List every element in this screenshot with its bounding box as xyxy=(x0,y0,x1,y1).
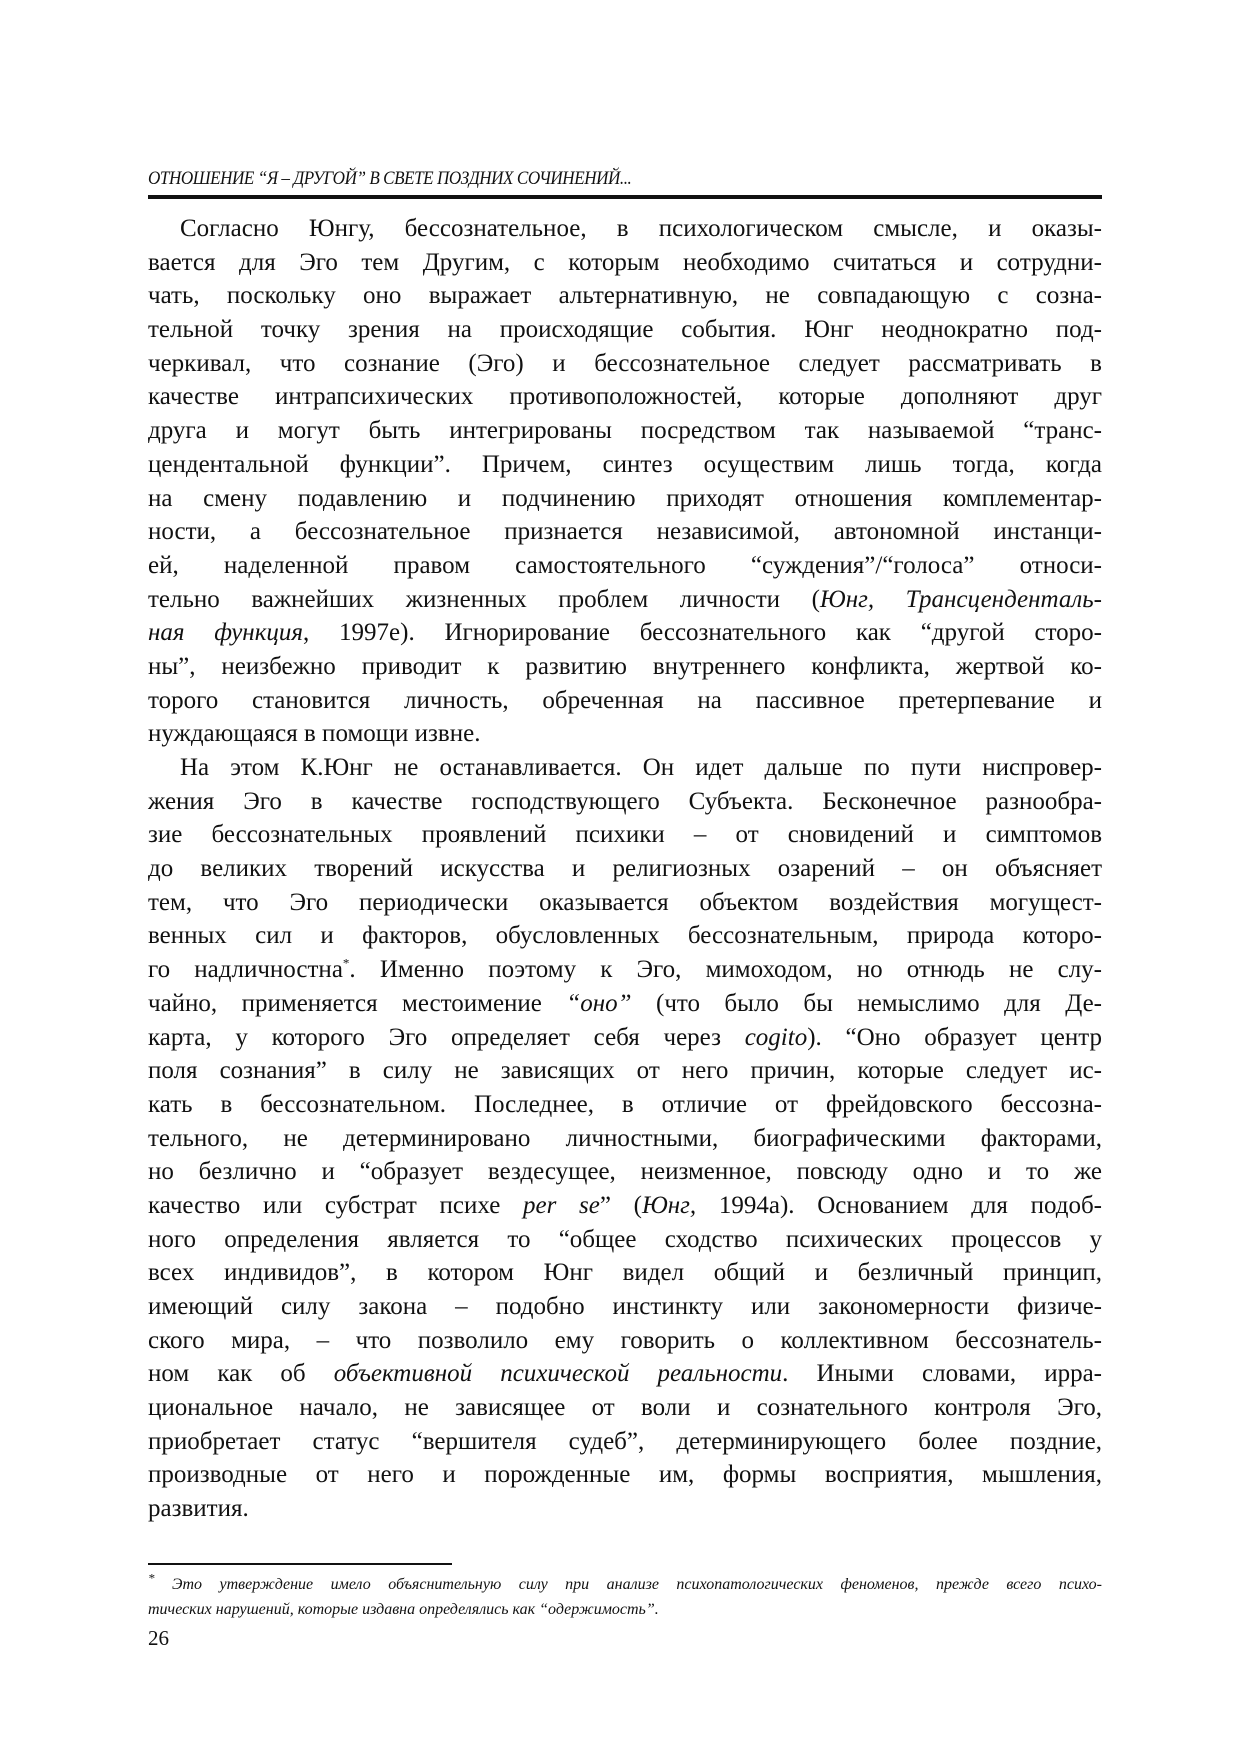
text-line xyxy=(148,583,1102,617)
text-run: ского мира, – что позволило ему говорить о коллективном бессознатель- xyxy=(148,1326,1102,1354)
text-run: чать, поскольку оно выражает альтернативную, не совпадающую с созна- xyxy=(148,282,1102,310)
footnote-line xyxy=(148,1597,1102,1622)
text-run: ей, наделенной правом самостоятельного “суждения”/“голоса” относи- xyxy=(148,551,1102,579)
text-line xyxy=(148,1357,1102,1391)
paragraph xyxy=(148,751,1102,1526)
text-line xyxy=(148,1189,1102,1223)
text-run: развития. xyxy=(148,1495,249,1523)
text-run: торого становится личность, обреченная на пассивное претерпевание и xyxy=(148,686,1102,714)
text-run: всех индивидов”, в котором Юнг видел общий и безличный принцип, xyxy=(148,1259,1102,1287)
body-text xyxy=(148,212,1102,1526)
text-line xyxy=(148,246,1102,280)
text-run: до великих творений искусства и религиозных озарений – он объясняет xyxy=(148,855,1102,883)
text-run: приобретает статус “вершителя судеб”, детерминирующего более поздние, xyxy=(148,1427,1102,1455)
text-line xyxy=(148,1290,1102,1324)
text-run: (что было бы немыслимо для Де- xyxy=(631,989,1102,1017)
header-rule xyxy=(148,195,1102,199)
text-line xyxy=(148,549,1102,583)
italic-text: Юнг, Трансценденталь- xyxy=(819,585,1102,613)
text-run: ). “Оно образует центр xyxy=(807,1023,1102,1051)
text-run: кать в бессознательном. Последнее, в отличие от фрейдовского бессозна- xyxy=(148,1090,1102,1118)
text-line xyxy=(148,380,1102,414)
text-line xyxy=(148,987,1102,1021)
text-run: друга и могут быть интегрированы посредством так называемой “транс- xyxy=(148,417,1102,445)
footnote-text: Это утверждение имело объяснительную силу при анализе психопатологических феноменов, прежде всего психо- xyxy=(172,1576,1103,1593)
text-run: производные от него и порожденные им, формы восприятия, мышления, xyxy=(148,1461,1102,1489)
text-run: . Иными словами, ирра- xyxy=(782,1360,1103,1388)
running-head: ОТНОШЕНИЕ “Я – ДРУГОЙ” В СВЕТЕ ПОЗДНИХ СОЧИНЕНИЙ... xyxy=(148,168,632,189)
text-run: ” ( xyxy=(599,1191,642,1219)
text-line xyxy=(148,313,1102,347)
text-run: , 1997е). Игнорирование бессознательного как “другой сторо- xyxy=(303,619,1102,647)
text-line xyxy=(148,1425,1102,1459)
text-run: зие бессознательных проявлений психики – от сновидений и симптомов xyxy=(148,821,1102,849)
text-line xyxy=(148,751,1102,785)
text-run: поля сознания” в силу не зависящих от него причин, которые следует ис- xyxy=(148,1057,1102,1085)
text-run: циональное начало, не зависящее от воли и сознательного контроля Эго, xyxy=(148,1394,1102,1422)
text-line xyxy=(148,347,1102,381)
text-run: венных сил и факторов, обусловленных бессознательным, природа которо- xyxy=(148,922,1102,950)
text-line xyxy=(148,1324,1102,1358)
text-line xyxy=(148,1155,1102,1189)
text-run: тельной точку зрения на происходящие события. Юнг неоднократно под- xyxy=(148,316,1102,344)
text-line xyxy=(148,886,1102,920)
text-line xyxy=(148,1223,1102,1257)
text-line xyxy=(148,212,1102,246)
text-line xyxy=(148,279,1102,313)
text-line xyxy=(148,482,1102,516)
text-run: ны”, неизбежно приводит к развитию внутреннего конфликта, жертвой ко- xyxy=(148,652,1102,680)
footnote-text: тических нарушений, которые издавна определялись как “одержимость”. xyxy=(148,1601,659,1618)
footnote-reference: * xyxy=(342,955,350,971)
text-line xyxy=(148,1054,1102,1088)
italic-text: ная функция xyxy=(148,619,304,647)
text-line xyxy=(148,1391,1102,1425)
text-line xyxy=(148,1256,1102,1290)
text-run: но безлично и “образует вездесущее, неизменное, повсюду одно и то же xyxy=(148,1158,1102,1186)
italic-text: “оно” xyxy=(566,989,632,1017)
text-run: тельного, не детерминировано личностными, биографическими факторами, xyxy=(148,1124,1102,1152)
text-run: ном как об xyxy=(148,1360,334,1388)
text-line xyxy=(148,1492,1102,1526)
text-run: нуждающаяся в помощи извне. xyxy=(148,720,481,748)
text-line xyxy=(148,414,1102,448)
text-run: имеющий силу закона – подобно инстинкту или закономерности физиче- xyxy=(148,1293,1102,1320)
text-run: на смену подавлению и подчинению приходят отношения комплементар- xyxy=(148,484,1102,512)
italic-text: cogito xyxy=(744,1023,808,1051)
italic-text: Юнг, xyxy=(641,1191,697,1219)
text-run: Согласно Юнгу, бессознательное, в психологическом смысле, и оказы- xyxy=(180,215,1102,242)
text-run: жения Эго в качестве господствующего Субъекта. Бесконечное разнообра- xyxy=(148,787,1102,815)
text-line xyxy=(148,919,1102,953)
text-line xyxy=(148,1122,1102,1156)
text-run: черкивал, что сознание (Эго) и бессознательное следует рассматривать в xyxy=(148,349,1102,377)
footnote-line xyxy=(148,1572,1102,1597)
text-line xyxy=(148,953,1102,987)
footnote-marker: * xyxy=(148,1570,155,1586)
text-run: качество или субстрат психе xyxy=(148,1191,523,1219)
text-line xyxy=(148,650,1102,684)
text-run: ного определения является то “общее сходство психических процессов у xyxy=(148,1225,1102,1253)
text-line xyxy=(148,515,1102,549)
footnote xyxy=(148,1572,1102,1622)
italic-text: объективной психической реальности xyxy=(333,1360,783,1388)
page-number: 26 xyxy=(148,1626,169,1650)
text-line xyxy=(148,684,1102,718)
footnote-rule xyxy=(148,1563,452,1565)
text-run: карта, у которого Эго определяет себя через xyxy=(148,1023,745,1051)
text-run: качестве интрапсихических противоположностей, которые дополняют друг xyxy=(148,383,1102,411)
text-line xyxy=(148,852,1102,886)
text-line xyxy=(148,448,1102,482)
text-run: ности, а бессознательное признается независимой, автономной инстанци- xyxy=(148,518,1102,546)
text-line xyxy=(148,1021,1102,1055)
text-run: чайно, применяется местоимение xyxy=(148,989,567,1017)
text-run: 1994а). Основанием для подоб- xyxy=(696,1191,1103,1219)
text-run: тельно важнейших жизненных проблем личности ( xyxy=(148,585,820,613)
text-run: цендентальной функции”. Причем, синтез осуществим лишь тогда, когда xyxy=(148,450,1102,478)
text-run: го надличностна xyxy=(148,956,343,984)
paragraph xyxy=(148,212,1102,751)
italic-text: per se xyxy=(523,1191,600,1219)
text-line xyxy=(148,1458,1102,1492)
text-run: . Именно поэтому к Эго, мимоходом, но отнюдь не слу- xyxy=(349,956,1102,984)
text-line xyxy=(148,616,1102,650)
text-line xyxy=(148,785,1102,819)
text-run: На этом К.Юнг не останавливается. Он идет дальше по пути ниспровер- xyxy=(180,754,1102,781)
text-line xyxy=(148,717,1102,751)
text-line xyxy=(148,818,1102,852)
text-run: вается для Эго тем Другим, с которым необходимо считаться и сотрудни- xyxy=(148,248,1102,276)
text-line xyxy=(148,1088,1102,1122)
text-run: тем, что Эго периодически оказывается объектом воздействия могущест- xyxy=(148,888,1102,916)
